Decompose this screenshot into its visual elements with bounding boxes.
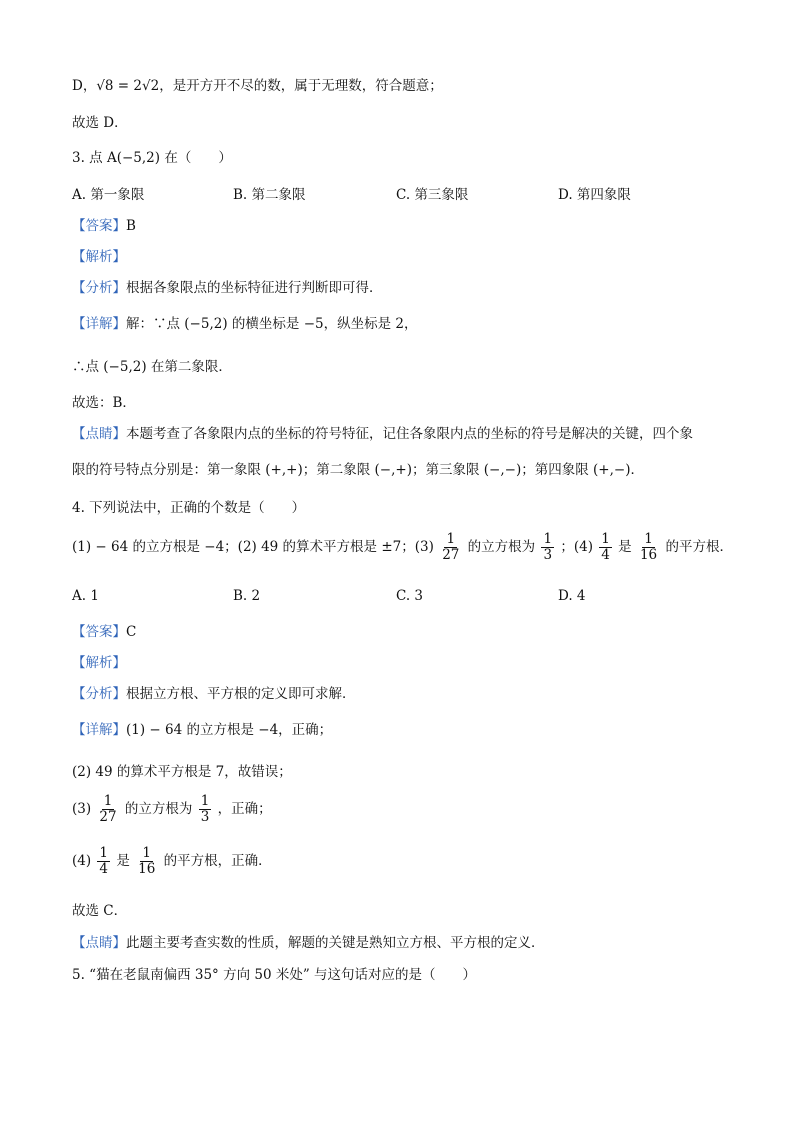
comment-line: 【点睛】本题考查了各象限内点的坐标的符号特征，记住各象限内点的坐标的符号是解决的关键，四个象: [72, 426, 693, 442]
answer-tag: 【答案】: [72, 218, 126, 234]
text-line: [72, 111, 128, 131]
fraction: $\frac{1}{3}$: [543, 531, 553, 563]
detail-line: 【详解】解：∵点 (−5,2) 的横坐标是 −5，纵坐标是 2，: [72, 316, 418, 332]
option-d: D. 第四象限: [558, 187, 631, 203]
option-a: A. 1: [72, 588, 99, 604]
comment-line: 【点睛】此题主要考查实数的性质，解题的关键是熟知立方根、平方根的定义．: [72, 935, 545, 951]
question-4: 4. 下列说法中，正确的个数是（ ）: [72, 500, 306, 516]
option-b: B. 第二象限: [233, 187, 306, 203]
question-4-statements: (1) − 64 的立方根是 −4；(2) 49 的算术平方根是 ±7；(3) $\frac{1}{27}$ 的立方根为 $\frac{1}{3}$ ；(4) $\frac{1}{4}$ 是 $\frac{1}{16}$ 的平方根．: [72, 531, 733, 563]
option-d: D. 4: [558, 588, 586, 604]
fraction: $\frac{1}{4}$: [99, 845, 109, 877]
detail-line-3: (3) $\frac{1}{27}$ 的立方根为 $\frac{1}{3}$ ，正确；: [72, 793, 272, 825]
question-5: 5. “猫在老鼠南偏西 35° 方向 50 米处” 与这句话对应的是（ ）: [72, 967, 477, 983]
fraction: $\frac{1}{16}$: [639, 531, 658, 563]
detail-line-4: (4) $\frac{1}{4}$ 是 $\frac{1}{16}$ 的平方根，正确．: [72, 845, 272, 877]
detail-line: 【详解】(1) − 64 的立方根是 −4，正确；: [72, 722, 333, 738]
option-c: C. 3: [396, 588, 424, 604]
option-c: C. 第三象限: [396, 187, 469, 203]
fraction: $\frac{1}{27}$: [99, 793, 117, 825]
detail-line-2: ∴点 (−5,2) 在第二象限．: [72, 359, 232, 375]
comment-line-2: 限的符号特点分别是：第一象限 (+,+)；第二象限 (−,+)；第三象限 (−,−)；第四象限 (+,−)．: [72, 462, 644, 478]
analysis-heading: 【解析】: [72, 655, 126, 671]
choose-line: 故选：B．: [72, 395, 136, 411]
fraction: $\frac{1}{16}$: [138, 845, 156, 877]
answer-line: [72, 214, 136, 234]
fraction: $\frac{1}{27}$: [442, 531, 460, 563]
answer-line: 【答案】C: [72, 624, 137, 640]
line-text: D，√8 = 2√2，是开方开不尽的数，属于无理数，符合题意；: [72, 78, 443, 94]
fraction: $\frac{1}{4}$: [601, 531, 610, 563]
question-text: 3. 点 A(−5,2) 在（ ）: [72, 150, 232, 166]
analysis-line: 【分析】根据立方根、平方根的定义即可求解．: [72, 686, 356, 702]
answer-value: B: [126, 218, 136, 234]
text-line: [72, 74, 443, 94]
line-text: 故选 D．: [72, 115, 128, 131]
fraction: $\frac{1}{3}$: [200, 793, 210, 825]
question-3: [72, 146, 232, 166]
option-b: B. 2: [233, 588, 261, 604]
analysis-heading: 【解析】: [72, 249, 126, 265]
detail-line-2: (2) 49 的算术平方根是 7，故错误；: [72, 764, 292, 780]
choose-line: 故选 C．: [72, 903, 128, 919]
option-a: A. 第一象限: [72, 187, 145, 203]
analysis-line: 【分析】根据各象限点的坐标特征进行判断即可得．: [72, 280, 383, 296]
